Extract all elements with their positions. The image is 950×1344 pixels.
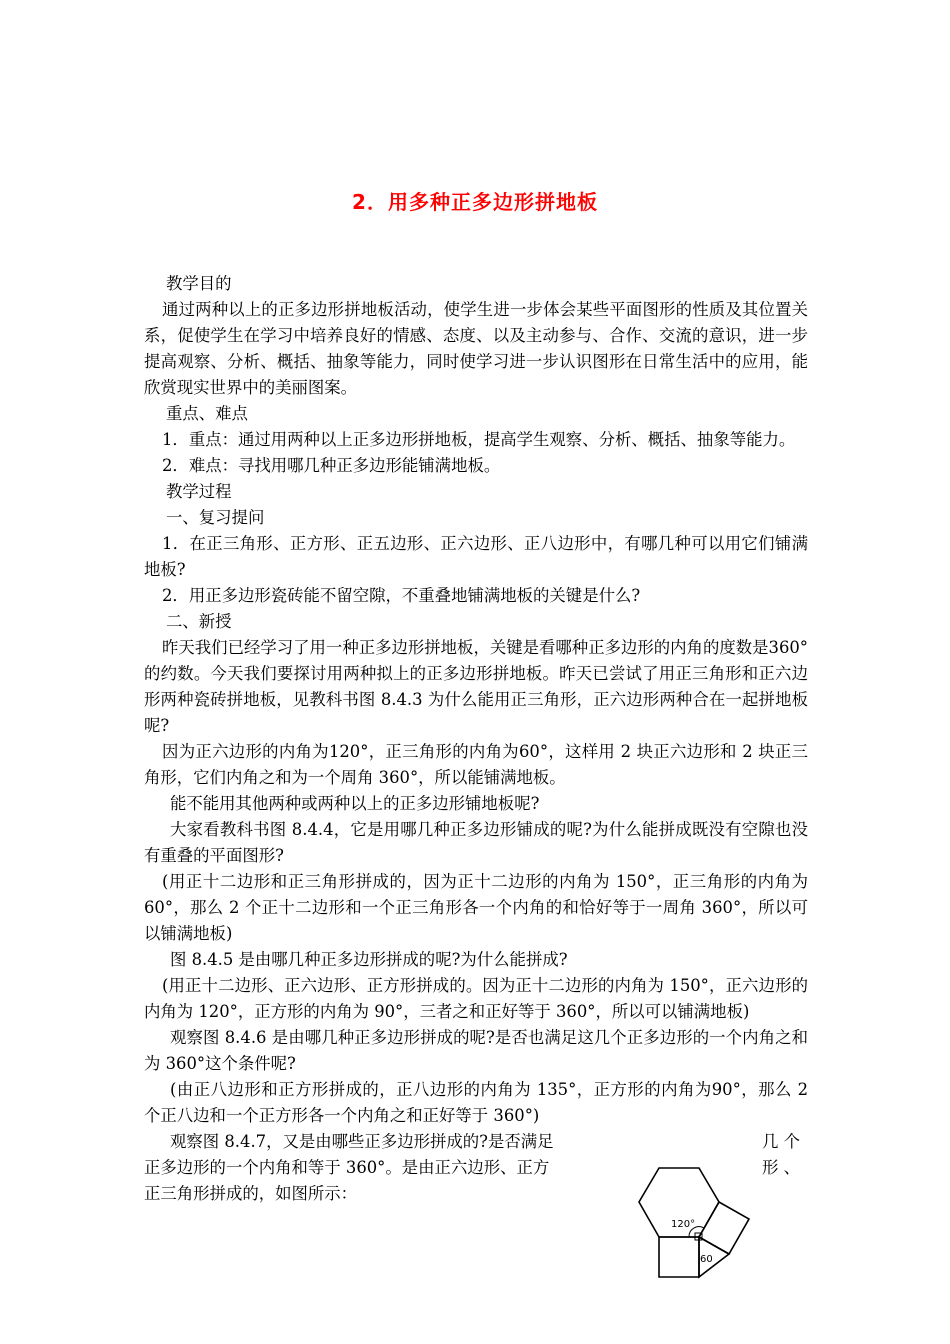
paragraph-key-point-1: 1．重点：通过用两种以上正多边形拼地板，提高学生观察、分析、概括、抽象等能力。 bbox=[162, 430, 796, 449]
figure-847-line-3: 正三角形拼成的，如图所示： bbox=[144, 1184, 358, 1203]
paragraph-key-point-2: 2．难点：寻找用哪几种正多边形能铺满地板。 bbox=[162, 456, 501, 475]
paragraph-answer-845: (用正十二边形、正六边形、正方形拼成的。因为正十二边形的内角为 150°，正六边形的内角为 120°，正方形的内角为 90°，三者之和正好等于 360°，所以可以铺满地板) bbox=[144, 976, 808, 1021]
figure-square-bottom bbox=[659, 1237, 699, 1277]
paragraph-figure-845: 图 8.4.5 是由哪几种正多边形拼成的呢?为什么能拼成? bbox=[170, 950, 568, 969]
paragraph-answer-846: (由正八边形和正方形拼成的，正八边形的内角为 135°，正方形的内角为90°，那么 2 个正八边和一个正方形各一个内角之和正好等于 360°) bbox=[144, 1080, 808, 1125]
heading-process: 教学过程 bbox=[166, 482, 232, 501]
paragraph-figure-844: 大家看教科书图 8.4.4，它是用哪几种正多边形铺成的呢?为什么能拼成既没有空隙也没有重叠的平面图形? bbox=[144, 820, 808, 865]
figure-angle-label-120: 120° bbox=[671, 1219, 696, 1230]
tiling-figure bbox=[623, 1165, 763, 1295]
paragraph-hexagon-triangle: 因为正六边形的内角为120°，正三角形的内角为60°，这样用 2 块正六边形和 2 块正三角形，它们内角之和为一个周角 360°，所以能铺满地板。 bbox=[144, 742, 808, 787]
page-title: 2．用多种正多边形拼地板 bbox=[352, 190, 598, 214]
paragraph-new-lesson: 昨天我们已经学习了用一种正多边形拼地板，关键是看哪种正多边形的内角的度数是360°的约数。今天我们要探讨用两种拟上的正多边形拼地板。昨天已尝试了用正三角形和正六边形两种瓷砖拼地板，见教科书图 8.4.3 为什么能用正三角形，正六边形两种合在一起拼地板呢? bbox=[144, 638, 808, 735]
paragraph-question-1: 1．在正三角形、正方形、正五边形、正六边形、正八边形中，有哪几种可以用它们铺满地板? bbox=[144, 534, 808, 579]
paragraph-other-polygons: 能不能用其他两种或两种以上的正多边形铺地板呢? bbox=[170, 794, 540, 813]
heading-key-points: 重点、难点 bbox=[166, 404, 248, 423]
figure-847-line-1: 观察图 8.4.7，又是由哪些正多边形拼成的?是否满足 bbox=[170, 1132, 554, 1151]
figure-847-line-2-right: 形 、 bbox=[762, 1158, 800, 1177]
paragraph-question-2: 2．用正多边形瓷砖能不留空隙，不重叠地铺满地板的关键是什么? bbox=[162, 586, 641, 605]
figure-square-right bbox=[699, 1202, 749, 1254]
body-text bbox=[144, 271, 808, 1207]
heading-new-lesson: 二、新授 bbox=[166, 612, 232, 631]
figure-847-line-1-right: 几 个 bbox=[762, 1132, 800, 1151]
figure-angle-label-60: 60 bbox=[700, 1254, 713, 1265]
heading-review: 一、复习提问 bbox=[166, 508, 265, 527]
paragraph-objectives: 通过两种以上的正多边形拼地板活动，使学生进一步体会某些平面图形的性质及其位置关系，促使学生在学习中培养良好的情感、态度、以及主动参与、合作、交流的意识，进一步提高观察、分析、概括、抽象等能力，同时使学习进一步认识图形在日常生活中的应用，能欣赏现实世界中的美丽图案。 bbox=[144, 300, 808, 397]
paragraph-figure-846: 观察图 8.4.6 是由哪几种正多边形拼成的呢?是否也满足这几个正多边形的一个内角之和为 360°这个条件呢? bbox=[144, 1028, 808, 1073]
figure-847-line-2: 正多边形的一个内角和等于 360°。是由正六边形、正方 bbox=[144, 1158, 550, 1177]
paragraph-answer-844: (用正十二边形和正三角形拼成的，因为正十二边形的内角为 150°，正三角形的内角为60°，那么 2 个正十二边形和一个正三角形各一个内角的和恰好等于一周角 360°，所以可以铺满地板) bbox=[144, 872, 808, 943]
heading-objectives: 教学目的 bbox=[166, 274, 232, 293]
